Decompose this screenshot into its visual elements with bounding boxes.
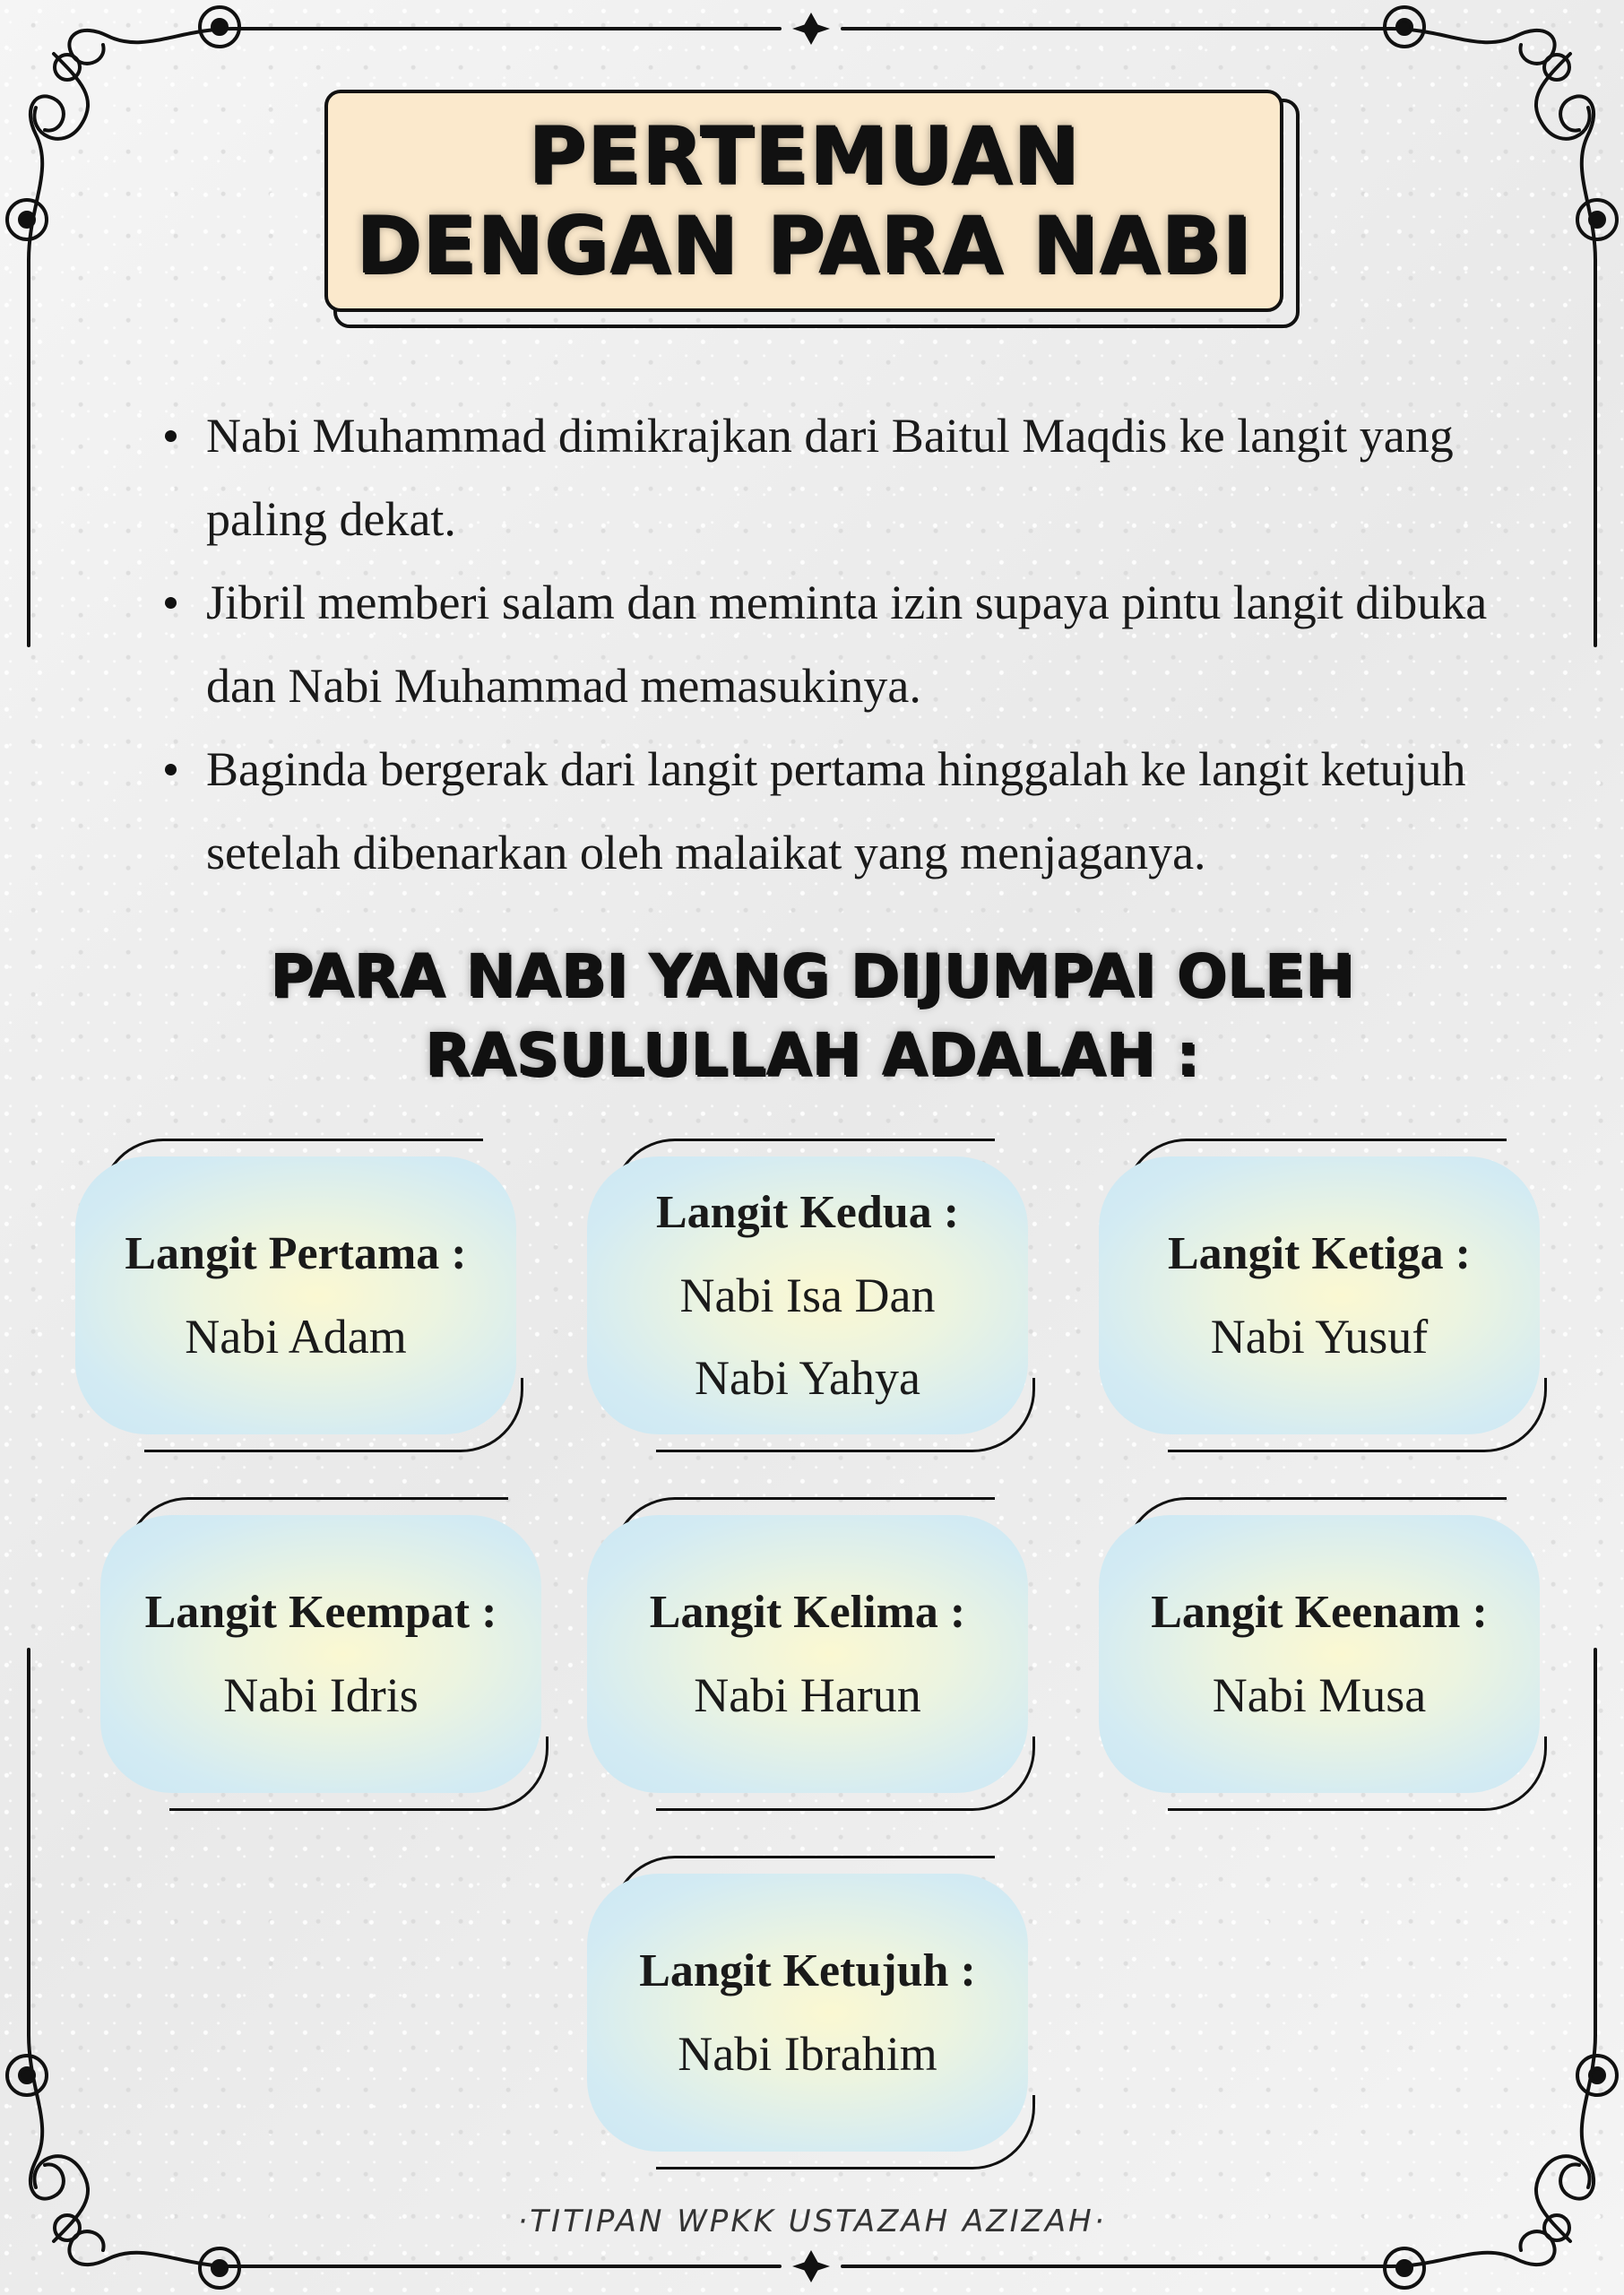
bullet-item: Jibril memberi salam dan meminta izin supaya pintu langit dibuka dan Nabi Muhammad memasukinya. [161, 561, 1506, 728]
heaven-card-1 [75, 1139, 523, 1452]
heaven-card-7 [587, 1856, 1035, 2169]
heaven-card-4 [100, 1497, 549, 1811]
prophet-name: Nabi Musa [1212, 1668, 1427, 1722]
bullet-item: Nabi Muhammad dimikrajkan dari Baitul Maqdis ke langit yang paling dekat. [161, 394, 1506, 561]
footer-credit: ·TITIPAN WPKK USTAZAH AZIZAH· [517, 2204, 1107, 2239]
heaven-label: Langit Ketiga : [1168, 1228, 1471, 1279]
prophet-name: Nabi Yusuf [1210, 1310, 1429, 1364]
bullet-item: Baginda bergerak dari langit pertama hinggalah ke langit ketujuh setelah dibenarkan oleh malaikat yang menjaganya. [161, 728, 1506, 895]
bullet-list [161, 394, 1506, 895]
heaven-card-6 [1099, 1497, 1547, 1811]
heaven-card-2 [587, 1139, 1035, 1452]
heaven-label: Langit Pertama : [125, 1228, 467, 1279]
prophet-name: Nabi Harun [694, 1668, 921, 1722]
section-heading: PARA NABI YANG DIJUMPAI OLEH RASULULLAH ADALAH : [270, 941, 1354, 1089]
prophet-name: Nabi Adam [185, 1310, 407, 1364]
heaven-label: Langit Keenam : [1151, 1587, 1488, 1638]
title-banner [324, 90, 1283, 312]
heaven-label: Langit Kelima : [649, 1587, 966, 1638]
heaven-card-3 [1099, 1139, 1547, 1452]
page-title: PERTEMUAN DENGAN PARA NABI [355, 109, 1253, 291]
heaven-label: Langit Ketujuh : [639, 1945, 976, 1996]
heaven-card-5 [587, 1497, 1035, 1811]
prophet-name: Nabi Idris [223, 1668, 419, 1722]
heaven-label: Langit Kedua : [655, 1187, 960, 1238]
prophet-name: Nabi Isa Dan Nabi Yahya [679, 1269, 936, 1405]
prophet-name: Nabi Ibrahim [678, 2027, 937, 2081]
heaven-label: Langit Keempat : [144, 1587, 497, 1638]
